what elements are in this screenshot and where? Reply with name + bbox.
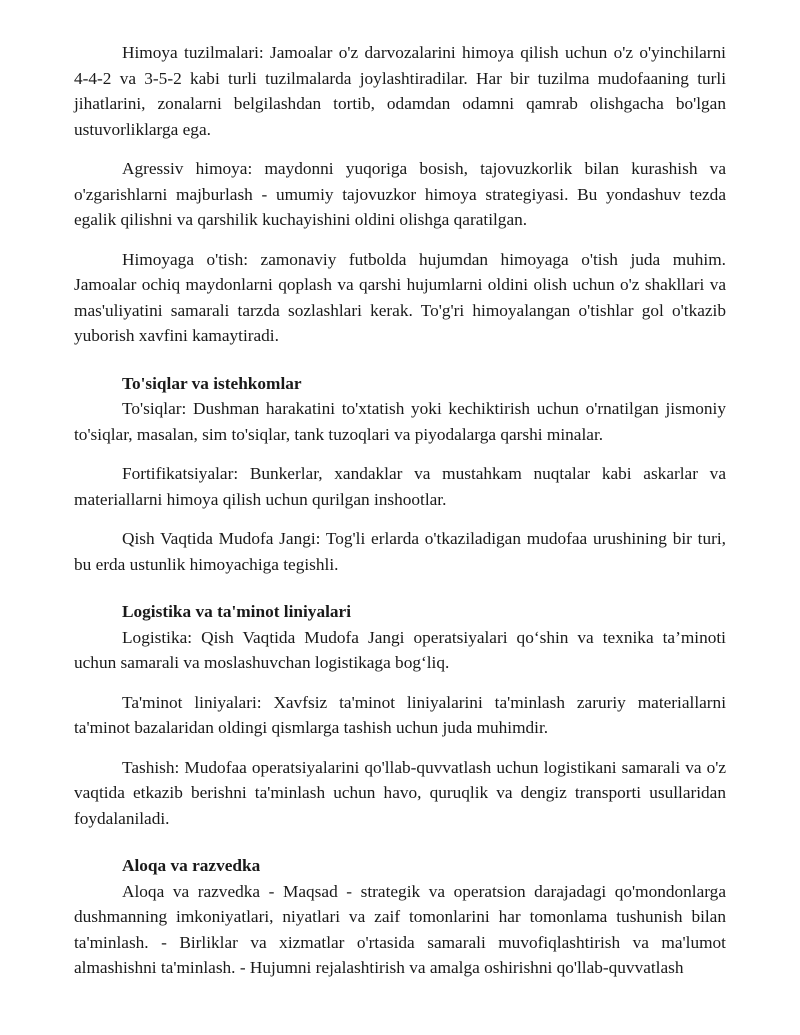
section-defense-structures <box>74 40 726 349</box>
document-page <box>74 40 726 995</box>
section-communications <box>74 853 726 981</box>
paragraph: Himoyaga o'tish: zamonaviy futbolda hujumdan himoyaga o'tish juda muhim. Jamoalar ochiq maydonlarni qoplash va qarshi hujumlarni oldini olish uchun o'z shakllari va mas'uliyatini samarali tarzda sozlashlari kerak. To'g'ri himoyalangan o'tishlar gol o'tkazib yuborish xavfini kamaytiradi. <box>74 249 726 345</box>
paragraph: Himoya tuzilmalari: Jamoalar o'z darvozalarini himoya qilish uchun o'z o'yinchilarni 4-4-2 va 3-5-2 kabi turli tuzilmalarda joylashtiradilar. Har bir tuzilma mudofaaning turli jihatlarini, zonalarni belgilashdan tortib, odamdan odamni qamrab olishgacha bo'lgan ustuvorliklarga ega. <box>74 43 726 139</box>
paragraph: Fortifikatsiyalar: Bunkerlar, xandaklar va mustahkam nuqtalar kabi askarlar va materiallarni himoya qilish uchun qurilgan inshootlar. <box>74 464 726 509</box>
section-heading: To'siqlar va istehkomlar <box>122 373 302 393</box>
paragraph: Agressiv himoya: maydonni yuqoriga bosish, tajovuzkorlik bilan kurashish va o'zgarishlarni majburlash - umumiy tajovuzkor himoya strategiyasi. Bu yondashuv tezda egalik qilishni va qarshilik kuchayishini oldini olishga qaratilgan. <box>74 159 726 229</box>
section-obstacles <box>74 371 726 578</box>
paragraph: To'siqlar: Dushman harakatini to'xtatish yoki kechiktirish uchun o'rnatilgan jismoniy to'siqlar, masalan, sim to'siqlar, tank tuzoqlari va piyodalarga qarshi minalar. <box>74 399 726 444</box>
section-heading: Aloqa va razvedka <box>122 856 261 875</box>
paragraph: Aloqa va razvedka - Maqsad - strategik va operatsion darajadagi qo'mondonlarga dushmanning imkoniyatlari, niyatlari va zaif tomonlarini har tomonlama tushunish bilan ta'minlash. - Birliklar va xizmatlar o'rtasida samarali muvofiqlashtirish va ma'lumot almashishni ta'minlash. - Hujumni rejalashtirish va amalga oshirishni qo'llab-quvvatlash <box>74 881 726 977</box>
paragraph: Ta'minot liniyalari: Xavfsiz ta'minot liniyalarini ta'minlash zaruriy materiallarni ta'minot bazalaridan oldingi qismlarga tashish uchun juda muhimdir. <box>74 692 726 737</box>
section-logistics <box>74 599 726 831</box>
section-heading: Logistika va ta'minot liniyalari <box>122 602 351 621</box>
paragraph: Logistika: Qish Vaqtida Mudofa Jangi operatsiyalari qo‘shin va texnika ta’minoti uchun samarali va moslashuvchan logistikaga bog‘liq. <box>74 627 726 672</box>
paragraph: Qish Vaqtida Mudofa Jangi: Tog'li erlarda o'tkaziladigan mudofaa urushining bir turi, bu erda ustunlik himoyachiga tegishli. <box>74 529 726 574</box>
paragraph: Tashish: Mudofaa operatsiyalarini qo'llab-quvvatlash uchun logistikani samarali va o'z vaqtida etkazib berishni ta'minlash uchun havo, quruqlik va dengiz transporti usullaridan foydalaniladi. <box>74 757 726 828</box>
